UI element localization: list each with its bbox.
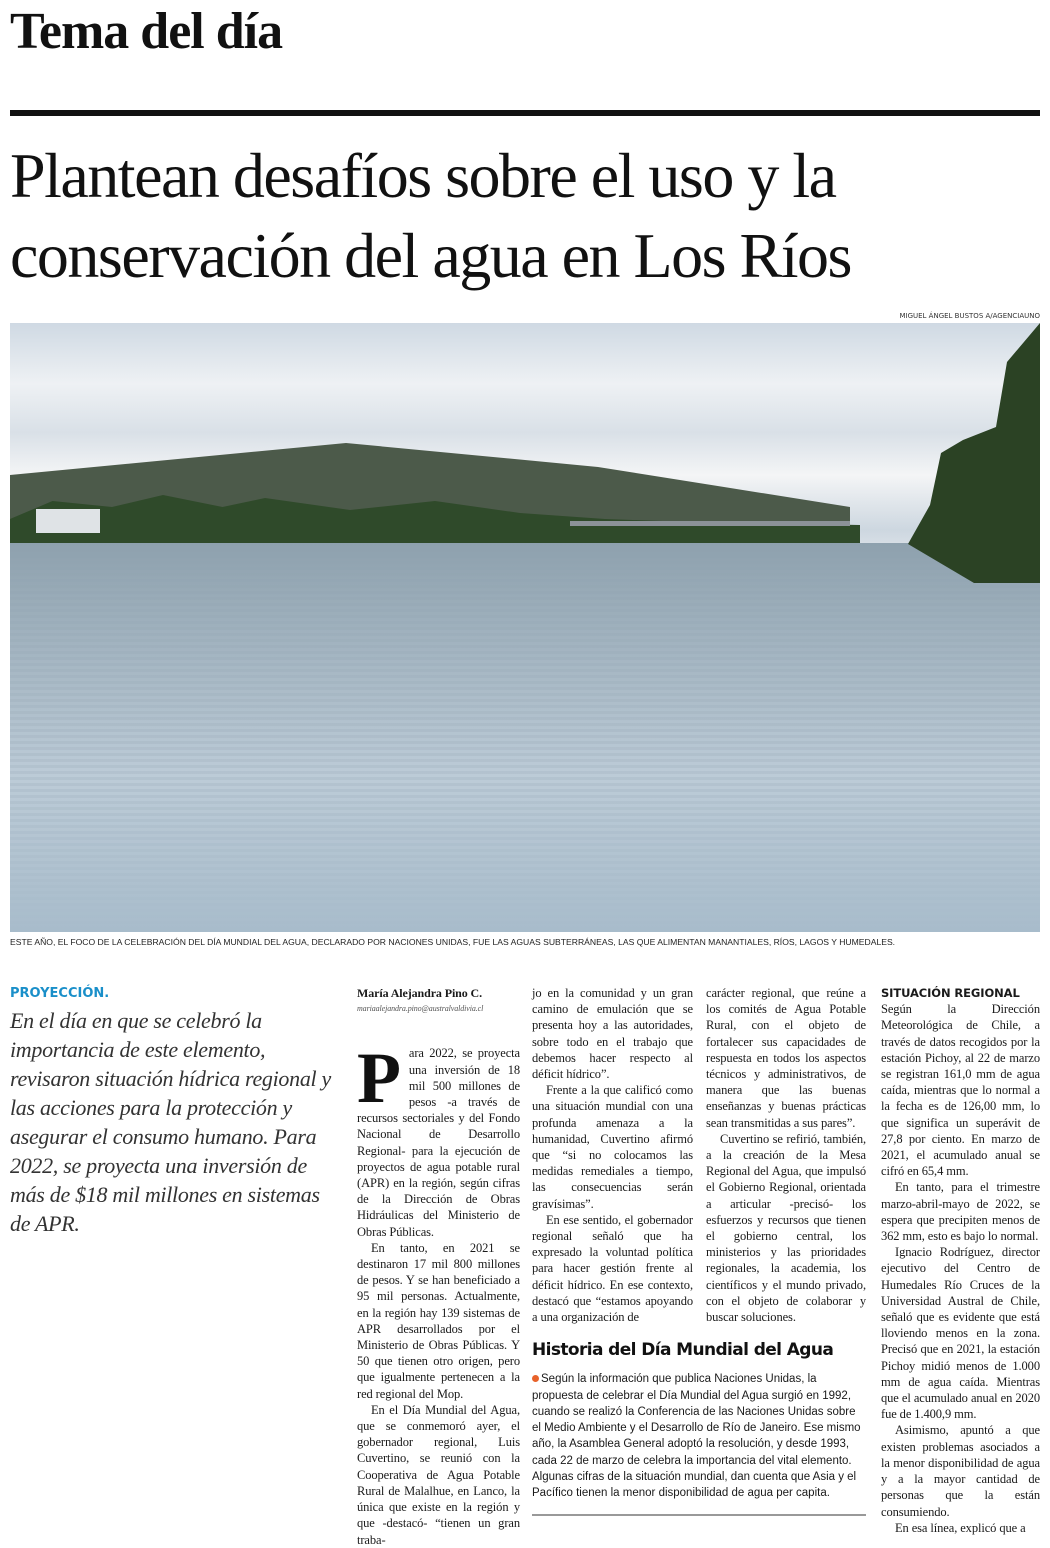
byline: María Alejandra Pino C.	[357, 986, 483, 1000]
paragraph: Asimismo, apuntó a que existen problemas asociados a la menor disponibilidad de agua y a la mayor cantidad de personas que la están consumiendo.	[881, 1423, 1040, 1519]
paragraph-text: ara 2022, se proyecta una inversión de 18 mil 500 millones de pesos -a través de recursos sectoriales y del Fondo Nacional de Desarrollo Regional- para la ejecución de proyectos de agua potable rural (APR) en la región, según cifras de la Dirección de Obras Hidráulicas del Ministerio de Obras Públicas.	[357, 1046, 520, 1239]
column-1	[357, 985, 520, 1548]
photo-credit: MIGUEL ÁNGEL BUSTOS A/AGENCIAUNO	[899, 312, 1040, 320]
paragraph: En tanto, en 2021 se destinaron 17 mil 800 millones de pesos. Y se han beneficiado a 95 mil personas. Actualmente, en la región hay 139 sistemas de APR desarrollados por el Ministerio de Obras Públicas. Y 50 que tienen otro origen, pero que igualmente pertenecen a la red regional del Mop.	[357, 1240, 520, 1401]
paragraph	[357, 1038, 520, 1239]
paragraph: Cuvertino se refirió, también, a la creación de la Mesa Regional del Agua, que impulsó el Gobierno Regional, orientada a articular -precisó- los esfuerzos y recursos que tienen el gobierno central, los ministerios y las prioridades regionales, la academia, los científicos y el mundo privado, con el objeto de colaborar y buscar soluciones.	[706, 1131, 866, 1325]
column-3	[706, 985, 866, 1325]
history-box	[532, 1339, 866, 1515]
photo-caption: ESTE AÑO, EL FOCO DE LA CELEBRACIÓN DEL DÍA MUNDIAL DEL AGUA, DECLARADO POR NACIONES UNIDAS, FUE LAS AGUAS SUBTERRÁNEAS, LAS QUE ALIMENTAN MANANTIALES, RÍOS, LAGOS Y HUMEDALES.	[10, 937, 896, 947]
section-title: Tema del día	[10, 3, 283, 60]
paragraph: En esa línea, explicó que a	[895, 1520, 1026, 1535]
photo-building	[36, 509, 100, 533]
river-photo	[10, 323, 1040, 932]
paragraph: jo en la comunidad y un gran camino de emulación que se presenta hoy a las autoridades, sobre todo en el trabajo que debemos hacer respecto al déficit hídrico”.	[532, 986, 693, 1082]
column-2	[532, 985, 693, 1325]
subhead: SITUACIÓN REGIONAL	[881, 986, 1020, 1000]
column-4	[881, 985, 1040, 1536]
paragraph: Frente a la que calificó como una situación mundial con una profunda amenaza a la humanidad, Cuvertino afirmó que “si no colocamos las medidas remediales a tiempo, las consecuencias serán gravísimas”.	[532, 1083, 693, 1211]
middle-columns	[532, 985, 866, 1516]
kicker: PROYECCIÓN.	[10, 986, 110, 1001]
box-rule	[532, 1514, 866, 1516]
deck: En el día en que se celebró la importancia de este elemento, revisaron situación hídrica regional y las acciones para la protección y asegurar el consumo humano. Para 2022, se proyecta una inversión de más de $18 mil millones en sistemas de APR.	[10, 1008, 332, 1236]
paragraph: Según la Dirección Meteorológica de Chile, a través de datos recogidos por la estación Pichoy, al 22 de marzo se registran 161,0 mm de agua caída, mientras que lo normal a la fecha es de 126,00 mm, lo que significa un superávit de 27,8 por ciento. En marzo de 2021, el acumulado anual se cifró en 65,4 mm.	[881, 1002, 1040, 1179]
paragraph: Ignacio Rodríguez, director ejecutivo del Centro de Humedales Río Cruces de la Universidad Austral de Chile, señaló que es evidente que está lloviendo menos en la zona. Precisó que en 2021, la estación Pichoy midió menos de 1.000 mm de agua caída. Mientras que el acumulado anual en 2020 fue de 1.400,9 mm.	[881, 1245, 1040, 1422]
paragraph: En el Día Mundial del Agua, que se conmemoró ayer, el gobernador regional, Luis Cuvertino, se reunió con la Cooperativa de Agua Potable Rural de Malalhue, en Lanco, la única que existe en la región y que -destacó- “tienen un gran traba-	[357, 1402, 520, 1547]
paragraph: carácter regional, que reúne a los comités de Agua Potable Rural, con el objeto de fortalecer sus capacidades de respuesta en todos los aspectos técnicos y administrativos, de manera que las buenas enseñanzas y buenas prácticas sean transmitidas a sus pares”.	[706, 986, 866, 1130]
section-rule	[10, 110, 1040, 116]
headline: Plantean desafíos sobre el uso y la conservación del agua en Los Ríos	[10, 140, 851, 291]
author-email[interactable]: mariaalejandra.pino@australvaldivia.cl	[357, 1004, 484, 1014]
photo-water-reflection	[10, 543, 1040, 932]
paragraph: En tanto, para el trimestre marzo-abril-mayo de 2022, se espera que precipiten menos de 362 mm, esto es bajo lo normal.	[881, 1180, 1040, 1244]
drop-cap: P	[357, 1038, 401, 1119]
paragraph: En ese sentido, el gobernador regional señaló que ha expresado la voluntad política para hacer gestión frente al déficit hídrico. En ese contexto, destacó que “estamos apoyando a una organización de	[532, 1212, 693, 1325]
box-text	[532, 1371, 866, 1501]
photo-bridge	[570, 521, 850, 526]
bullet-icon	[532, 1375, 539, 1382]
box-text-body: Según la información que publica Naciones Unidas, la propuesta de celebrar el Día Mundial del Agua surgió en 1992, cuando se realizó la Conferencia de las Naciones Unidas sobre el Medio Ambiente y el Desarrollo de Río de Janeiro. Ese mismo año, la Asamblea General adoptó la resolución, y desde 1993, cada 22 de marzo de celebra la importancia del vital elemento. Algunas cifras de la situación mundial, dan cuenta que Asia y el Pacífico tienen la menor disponibilidad de agua per capita.	[532, 1373, 861, 1500]
middle-columns-row	[532, 985, 866, 1325]
box-title: Historia del Día Mundial del Agua	[532, 1340, 834, 1361]
